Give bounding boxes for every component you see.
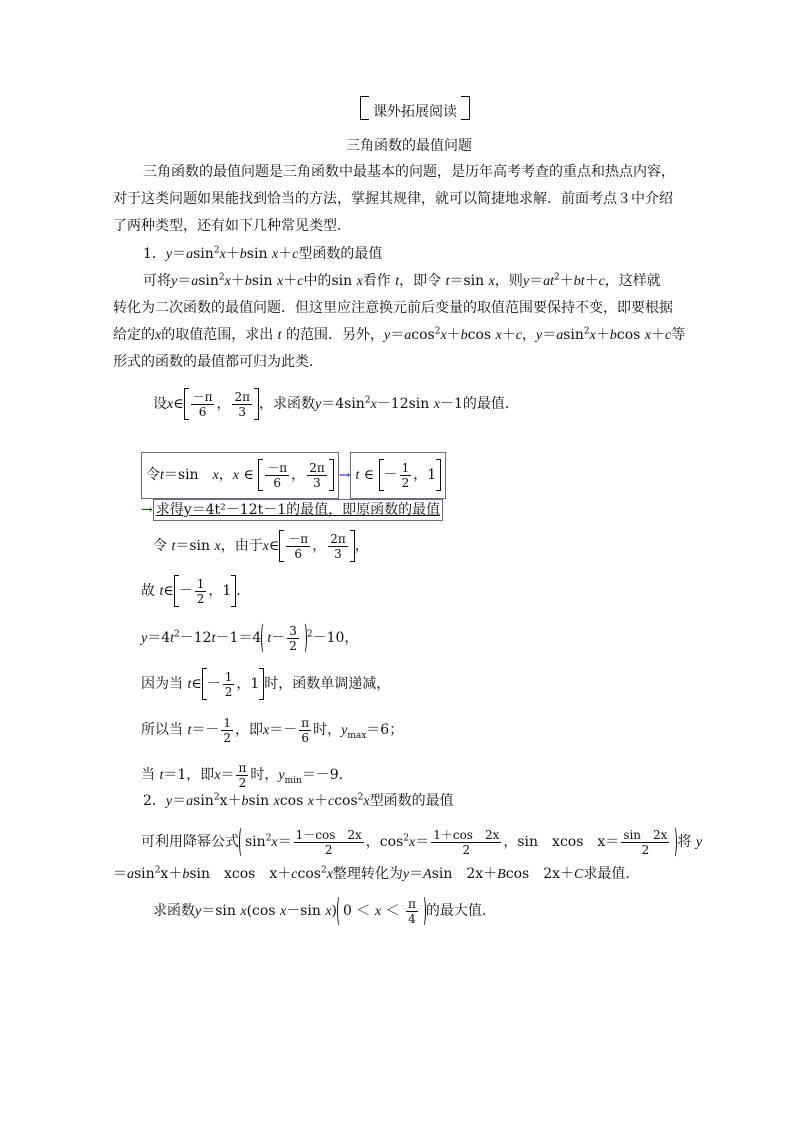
- var-a: a: [186, 247, 194, 262]
- plus: ＋: [225, 246, 240, 262]
- intro-line-2: 对于这类问题如果能找到恰当的方法，掌握其规律，就可以简捷地求解．前面考点３中介绍: [113, 191, 673, 207]
- fn-cos: cos: [411, 327, 435, 343]
- var-b: b: [239, 247, 247, 262]
- text: ，由于: [220, 538, 263, 554]
- var-x: x: [219, 247, 226, 262]
- text: 可将: [143, 273, 171, 289]
- text: ＜: [356, 903, 371, 919]
- text: cos 2x＋: [505, 866, 574, 882]
- text: ＝: [415, 834, 430, 850]
- text: cos: [279, 793, 304, 809]
- intro-line-3: 了两种类型，还有如下几种常见类型．: [113, 218, 351, 234]
- text: ，则: [494, 273, 523, 289]
- var-C: C: [574, 867, 584, 882]
- text: ，sin xcos x＝: [503, 834, 620, 850]
- left-bracket: [184, 388, 189, 420]
- text: ＋: [313, 793, 328, 809]
- text: ＝4: [147, 630, 171, 646]
- text: 将: [677, 834, 692, 850]
- section-number: 1．: [143, 246, 166, 262]
- text: ＝4sin: [321, 396, 365, 412]
- text: ，求函数: [259, 396, 316, 412]
- text: ＝－: [269, 722, 298, 738]
- text: ＝－9．: [301, 767, 353, 783]
- text: ＝sin: [175, 538, 211, 554]
- text: ∈: [268, 538, 280, 554]
- text: 的范围．另外，: [286, 327, 385, 343]
- var-t: t: [395, 274, 400, 289]
- text: ，即令: [399, 273, 442, 289]
- text: sin: [193, 793, 214, 809]
- text: 1: [427, 467, 437, 483]
- text: －1的最值．: [439, 396, 519, 412]
- text: 时，函数单调递减，: [264, 676, 391, 692]
- text: 中的: [303, 273, 332, 289]
- fn-sin: sin: [246, 246, 268, 262]
- text: 1: [222, 583, 232, 599]
- arrow-icon: →: [338, 467, 351, 484]
- text: cos: [379, 834, 404, 850]
- text: ，: [365, 834, 380, 850]
- text: 等: [671, 327, 686, 343]
- text: sin xcos x＋: [189, 866, 292, 882]
- var-B: B: [497, 867, 506, 882]
- text: －sin: [286, 903, 321, 919]
- text: sin 2x＋: [431, 866, 498, 882]
- analysis-box-1: 令t＝sin x，x ∈ $\frac{-\pi}{6}$ ， $\frac{2\pi}{3}$: [141, 452, 339, 499]
- text: (cos: [246, 903, 276, 919]
- text: sin: [248, 793, 270, 809]
- text: ＝－: [191, 722, 220, 738]
- s1-paragraph-line-3: 给定的x的取值范围，求出 t 的范围．另外，y＝acos$^2$x＋bcos x＋c，y＝asin$^2$x＋bcos x＋c等: [113, 326, 686, 343]
- text: 故: [141, 583, 155, 599]
- section-1-suffix: 型函数的最值: [298, 246, 383, 262]
- subscript: max: [347, 730, 367, 741]
- section-label-box: [360, 96, 470, 120]
- var-c: c: [292, 247, 299, 262]
- text: x＋: [160, 866, 183, 882]
- s1-paragraph-line-4: 形式的函数的最值都可归为此类．: [113, 354, 323, 370]
- solution-line-4: 因为当 t∈ － $\frac{1}{2}$ ，1 时，函数单调递减，: [141, 669, 391, 699]
- text: ＜: [385, 903, 400, 919]
- text: －12: [179, 630, 212, 646]
- left-bracket: [360, 96, 369, 120]
- text: 整理转化为: [332, 866, 403, 882]
- section-number: 2．: [143, 793, 166, 809]
- var-x: x: [271, 247, 279, 262]
- in-symbol: ∈: [173, 396, 184, 412]
- solution-line-3: $y=4t^2-12t-1=4$ t－ $\frac{3}{2}$ $^2$－10，: [141, 623, 359, 653]
- text: ＝sin: [201, 903, 236, 919]
- text: cos: [334, 793, 358, 809]
- fn-sin: sin: [193, 246, 214, 262]
- solution-line-5: 所以当 t＝－ $\frac{1}{2}$ ，即x＝－ $\frac{\pi}{6}$ 时，$y_{max}=6$；: [141, 715, 404, 745]
- text: 时，: [313, 722, 342, 738]
- subscript: min: [284, 775, 302, 786]
- text: ，: [218, 467, 233, 483]
- text: ，即: [234, 722, 263, 738]
- text: 给定的: [113, 327, 155, 343]
- text: ＝: [220, 767, 235, 783]
- text: 因为当: [141, 676, 183, 692]
- arrow-icon: →: [141, 502, 153, 518]
- section-label: 课外拓展阅读: [373, 104, 457, 120]
- solution-line-2: 故 t∈ － $\frac{1}{2}$ ，1 ．: [141, 576, 251, 606]
- text: ＝1，即: [163, 767, 215, 783]
- var-y: y: [165, 247, 173, 262]
- text: ＝6；: [366, 722, 404, 738]
- s1-paragraph-line-1: 可将y＝asin$^2$x＋bsin x＋c中的sin x看作 t，即令 t＝sin x，则$y=at^2+bt+c$，这样就: [143, 272, 661, 289]
- text: 求最值．: [583, 866, 640, 882]
- intro-line-1: 三角函数的最值问题是三角函数中最基本的问题，是历年高考考查的重点和热点内容，: [143, 164, 675, 180]
- text: ＝: [172, 793, 187, 809]
- analysis-box-2: t ∈ － $\frac{1}{2}$ ，1: [350, 452, 446, 499]
- text: ．: [236, 583, 251, 599]
- text: 型函数的最值: [369, 793, 454, 809]
- section-2-title: 2．y＝asin$^2$x＋bsin xcos x＋ccos$^2$x型函数的最值: [143, 792, 454, 809]
- text: 所以当: [141, 722, 183, 738]
- text: ，这样就: [604, 273, 661, 289]
- comma: ，: [522, 327, 536, 343]
- right-bracket: [461, 96, 470, 120]
- s2-paragraph-line-1: 可利用降幂公式 $\sin^2x=$ $\frac{1-\cos 2x}{2}$ ，$\cos^2x=$ $\frac{1+\cos 2x}{2}$ ，sin xcos x＝ $\frac{\sin 2x}{2}$ 将 y: [141, 827, 703, 857]
- text: －12sin: [376, 396, 430, 412]
- fraction: $\frac{2\pi}{3}$: [234, 389, 251, 419]
- example-1-statement: 设x∈ $\frac{-\pi}{6}$ ， $\frac{2\pi}{3}$ ，求函数$y=4\sin^2x-12\sin$ x－1的最值．: [153, 389, 519, 419]
- text: ＝: [113, 866, 127, 882]
- text: ＝: [277, 834, 292, 850]
- text: ＝sin: [163, 467, 199, 483]
- text: －: [271, 630, 286, 646]
- text: 看作: [362, 273, 391, 289]
- equals: ＝: [172, 246, 187, 262]
- text: 可利用降幂公式: [141, 834, 239, 850]
- s2-paragraph-line-2: ＝asin$^2$x＋bsin xcos x＋ccos$^2$x整理转化为y＝Asin 2x＋Bcos 2x＋C求最值．: [113, 865, 640, 882]
- text: ): [331, 903, 337, 919]
- text: cos: [297, 866, 321, 882]
- text: ∈: [163, 583, 174, 599]
- text: 令: [146, 467, 160, 483]
- text: ，: [354, 538, 369, 554]
- text: 1: [250, 676, 260, 692]
- plus: ＋: [278, 246, 293, 262]
- text: －1＝4: [215, 630, 262, 646]
- text: sin: [134, 866, 155, 882]
- text: ＝: [409, 866, 424, 882]
- text: ∈: [243, 467, 254, 483]
- text: 令: [153, 538, 167, 554]
- text: 设: [153, 396, 167, 412]
- text: 时，: [250, 767, 279, 783]
- text: 求函数: [153, 903, 195, 919]
- analysis-flow: [141, 452, 446, 499]
- text: 的最大值．: [425, 903, 496, 919]
- solution-line-6: 当 t＝1，即x＝ $\frac{\pi}{2}$ 时，$y_{min}=-9$．: [141, 760, 353, 790]
- var-A: A: [423, 867, 432, 882]
- text: 当: [141, 767, 155, 783]
- text: ∈: [363, 467, 375, 483]
- page-title: 三角函数的最值问题: [346, 138, 472, 154]
- text: －10，: [312, 630, 359, 646]
- text: x＋: [219, 793, 242, 809]
- text: sin: [245, 834, 266, 850]
- analysis-line-2: [141, 499, 443, 521]
- solution-line-1: 令 t＝sin x，由于x∈ $\frac{-\pi}{6}$ ， $\frac{2\pi}{3}$ ，: [153, 531, 369, 561]
- fraction: $\frac{-\pi}{6}$: [192, 389, 213, 419]
- text: ∈: [191, 676, 202, 692]
- example-2-statement: 求函数y＝sin x(cos x－sin x) 0 ＜ x ＜ $\frac{\pi}{4}$ 的最大值．: [153, 896, 496, 926]
- analysis-box-3: 求得y＝4t²－12t－1的最值，即原函数的最值: [153, 499, 443, 521]
- s1-paragraph-line-2: 转化为二次函数的最值问题．但这里应注意换元前后变量的取值范围要保持不变，即要根据: [113, 300, 673, 316]
- section-1-title: 1．y＝asin$^2$x＋bsin x＋c型函数的最值: [143, 245, 383, 262]
- text: 的取值范围，求出: [161, 327, 274, 343]
- text: 0: [343, 903, 352, 919]
